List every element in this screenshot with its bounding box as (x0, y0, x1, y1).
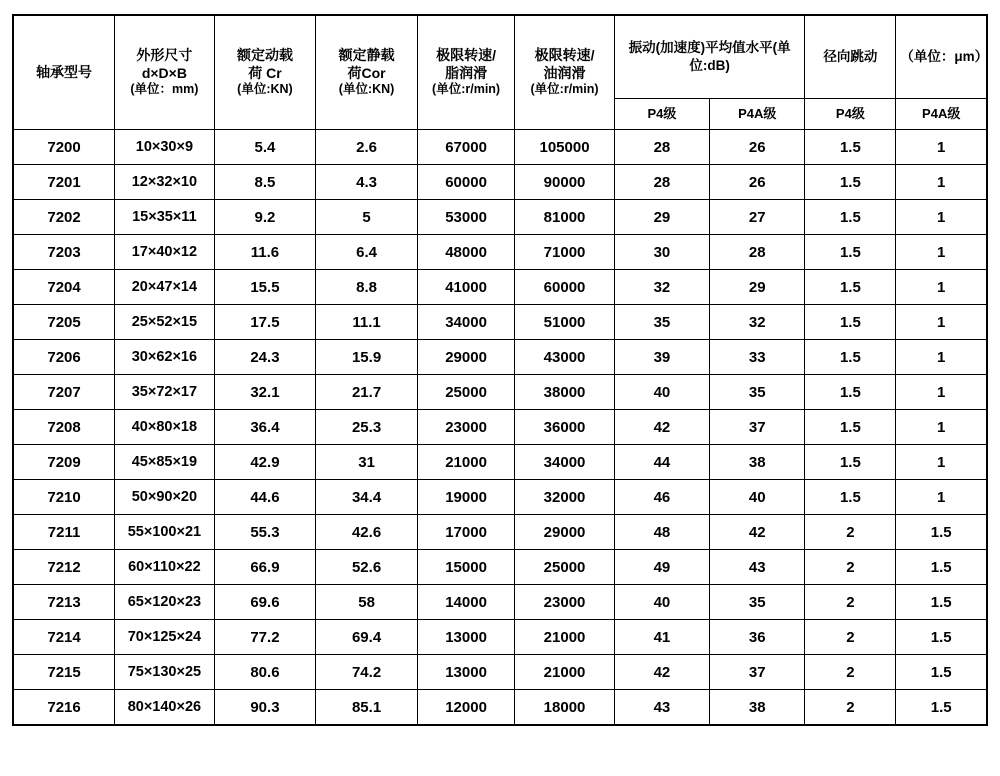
cell-static-load: 21.7 (316, 375, 418, 410)
cell-runout-p4: 2 (805, 585, 896, 620)
header-vibration-p4: P4级 (614, 99, 709, 130)
cell-speed-grease: 21000 (417, 445, 514, 480)
cell-dimensions: 50×90×20 (115, 480, 215, 515)
cell-vibration-p4: 28 (614, 130, 709, 165)
cell-dimensions: 80×140×26 (115, 690, 215, 726)
cell-speed-grease: 12000 (417, 690, 514, 726)
cell-runout-p4: 2 (805, 550, 896, 585)
cell-speed-oil: 29000 (515, 515, 615, 550)
cell-speed-grease: 13000 (417, 655, 514, 690)
cell-vibration-p4: 30 (614, 235, 709, 270)
cell-dimensions: 25×52×15 (115, 305, 215, 340)
cell-runout-p4a: 1.5 (896, 585, 987, 620)
header-runout-p4a: P4A级 (896, 99, 987, 130)
cell-vibration-p4: 42 (614, 655, 709, 690)
cell-dynamic-load: 44.6 (214, 480, 316, 515)
cell-dynamic-load: 8.5 (214, 165, 316, 200)
cell-runout-p4a: 1.5 (896, 550, 987, 585)
table-row (13, 375, 987, 410)
cell-model: 7205 (13, 305, 115, 340)
cell-dynamic-load: 24.3 (214, 340, 316, 375)
cell-dynamic-load: 77.2 (214, 620, 316, 655)
table-row (13, 235, 987, 270)
cell-model: 7208 (13, 410, 115, 445)
cell-speed-oil: 105000 (515, 130, 615, 165)
cell-static-load: 5 (316, 200, 418, 235)
cell-vibration-p4: 28 (614, 165, 709, 200)
cell-dimensions: 17×40×12 (115, 235, 215, 270)
cell-dynamic-load: 90.3 (214, 690, 316, 726)
cell-runout-p4: 1.5 (805, 270, 896, 305)
header-limit-speed-grease: 极限转速/ 脂润滑 (单位:r/min) (417, 15, 514, 130)
cell-vibration-p4a: 43 (710, 550, 805, 585)
cell-vibration-p4a: 29 (710, 270, 805, 305)
cell-vibration-p4: 32 (614, 270, 709, 305)
cell-runout-p4: 1.5 (805, 375, 896, 410)
cell-runout-p4: 2 (805, 690, 896, 726)
header-static-load: 额定静载 荷Cor (单位:KN) (316, 15, 418, 130)
cell-vibration-p4: 29 (614, 200, 709, 235)
cell-speed-oil: 60000 (515, 270, 615, 305)
table-row (13, 270, 987, 305)
cell-speed-grease: 14000 (417, 585, 514, 620)
cell-runout-p4a: 1 (896, 445, 987, 480)
cell-runout-p4: 1.5 (805, 305, 896, 340)
cell-vibration-p4a: 36 (710, 620, 805, 655)
cell-vibration-p4a: 38 (710, 690, 805, 726)
cell-dynamic-load: 80.6 (214, 655, 316, 690)
cell-static-load: 69.4 (316, 620, 418, 655)
cell-static-load: 15.9 (316, 340, 418, 375)
cell-speed-grease: 29000 (417, 340, 514, 375)
cell-runout-p4: 1.5 (805, 410, 896, 445)
cell-static-load: 34.4 (316, 480, 418, 515)
table-row (13, 445, 987, 480)
header-limit-speed-oil: 极限转速/ 油润滑 (单位:r/min) (515, 15, 615, 130)
header-model: 轴承型号 (13, 15, 115, 130)
cell-model: 7212 (13, 550, 115, 585)
table-row (13, 550, 987, 585)
cell-dimensions: 35×72×17 (115, 375, 215, 410)
cell-vibration-p4: 39 (614, 340, 709, 375)
cell-speed-oil: 51000 (515, 305, 615, 340)
cell-static-load: 2.6 (316, 130, 418, 165)
cell-static-load: 58 (316, 585, 418, 620)
cell-dynamic-load: 36.4 (214, 410, 316, 445)
cell-model: 7213 (13, 585, 115, 620)
cell-dimensions: 55×100×21 (115, 515, 215, 550)
cell-static-load: 85.1 (316, 690, 418, 726)
cell-model: 7215 (13, 655, 115, 690)
cell-static-load: 6.4 (316, 235, 418, 270)
table-row (13, 515, 987, 550)
cell-speed-grease: 25000 (417, 375, 514, 410)
cell-runout-p4a: 1 (896, 200, 987, 235)
cell-speed-grease: 15000 (417, 550, 514, 585)
table-header (13, 15, 987, 130)
cell-runout-p4a: 1 (896, 410, 987, 445)
cell-dimensions: 70×125×24 (115, 620, 215, 655)
cell-runout-p4a: 1.5 (896, 515, 987, 550)
cell-runout-p4a: 1 (896, 130, 987, 165)
cell-dimensions: 60×110×22 (115, 550, 215, 585)
cell-vibration-p4a: 26 (710, 165, 805, 200)
header-runout-unit: （单位：μm） (896, 15, 987, 99)
cell-model: 7207 (13, 375, 115, 410)
table-row (13, 655, 987, 690)
table-row (13, 410, 987, 445)
cell-dynamic-load: 42.9 (214, 445, 316, 480)
cell-vibration-p4: 40 (614, 585, 709, 620)
cell-static-load: 42.6 (316, 515, 418, 550)
cell-runout-p4: 2 (805, 620, 896, 655)
cell-dimensions: 20×47×14 (115, 270, 215, 305)
cell-dimensions: 12×32×10 (115, 165, 215, 200)
cell-speed-oil: 38000 (515, 375, 615, 410)
table-body (13, 130, 987, 726)
cell-model: 7210 (13, 480, 115, 515)
cell-dynamic-load: 66.9 (214, 550, 316, 585)
cell-speed-oil: 18000 (515, 690, 615, 726)
cell-speed-oil: 21000 (515, 620, 615, 655)
cell-speed-grease: 53000 (417, 200, 514, 235)
cell-vibration-p4a: 27 (710, 200, 805, 235)
cell-static-load: 31 (316, 445, 418, 480)
cell-speed-grease: 67000 (417, 130, 514, 165)
cell-model: 7200 (13, 130, 115, 165)
cell-speed-grease: 48000 (417, 235, 514, 270)
cell-runout-p4a: 1.5 (896, 690, 987, 726)
header-vibration-group: 振动(加速度)平均值水平(单 位:dB) (614, 15, 805, 99)
cell-runout-p4a: 1 (896, 270, 987, 305)
cell-speed-grease: 13000 (417, 620, 514, 655)
cell-runout-p4: 1.5 (805, 130, 896, 165)
cell-vibration-p4: 49 (614, 550, 709, 585)
cell-speed-oil: 23000 (515, 585, 615, 620)
cell-model: 7204 (13, 270, 115, 305)
cell-vibration-p4a: 37 (710, 410, 805, 445)
bearing-specification-table (12, 14, 988, 726)
cell-dimensions: 10×30×9 (115, 130, 215, 165)
cell-runout-p4: 2 (805, 515, 896, 550)
table-row (13, 130, 987, 165)
cell-vibration-p4: 42 (614, 410, 709, 445)
cell-runout-p4: 1.5 (805, 480, 896, 515)
cell-runout-p4a: 1.5 (896, 620, 987, 655)
table-row (13, 305, 987, 340)
header-runout-p4: P4级 (805, 99, 896, 130)
header-radial-runout: 径向跳动 (805, 15, 896, 99)
header-row-primary (13, 15, 987, 99)
cell-model: 7216 (13, 690, 115, 726)
cell-speed-oil: 21000 (515, 655, 615, 690)
cell-runout-p4a: 1 (896, 340, 987, 375)
cell-vibration-p4a: 33 (710, 340, 805, 375)
table-row (13, 690, 987, 726)
cell-vibration-p4: 43 (614, 690, 709, 726)
cell-dimensions: 75×130×25 (115, 655, 215, 690)
cell-speed-oil: 43000 (515, 340, 615, 375)
cell-runout-p4a: 1 (896, 305, 987, 340)
cell-model: 7206 (13, 340, 115, 375)
cell-dimensions: 40×80×18 (115, 410, 215, 445)
cell-vibration-p4: 40 (614, 375, 709, 410)
cell-dynamic-load: 9.2 (214, 200, 316, 235)
cell-static-load: 11.1 (316, 305, 418, 340)
cell-runout-p4a: 1.5 (896, 655, 987, 690)
cell-vibration-p4: 35 (614, 305, 709, 340)
cell-model: 7214 (13, 620, 115, 655)
cell-dimensions: 30×62×16 (115, 340, 215, 375)
cell-static-load: 4.3 (316, 165, 418, 200)
cell-model: 7209 (13, 445, 115, 480)
cell-dynamic-load: 69.6 (214, 585, 316, 620)
cell-dynamic-load: 11.6 (214, 235, 316, 270)
cell-dynamic-load: 55.3 (214, 515, 316, 550)
cell-runout-p4a: 1 (896, 235, 987, 270)
cell-model: 7201 (13, 165, 115, 200)
cell-speed-oil: 90000 (515, 165, 615, 200)
cell-vibration-p4: 44 (614, 445, 709, 480)
cell-static-load: 25.3 (316, 410, 418, 445)
cell-vibration-p4a: 26 (710, 130, 805, 165)
cell-runout-p4a: 1 (896, 375, 987, 410)
table-row (13, 200, 987, 235)
cell-vibration-p4a: 38 (710, 445, 805, 480)
cell-vibration-p4a: 40 (710, 480, 805, 515)
cell-speed-oil: 32000 (515, 480, 615, 515)
cell-runout-p4: 1.5 (805, 340, 896, 375)
header-vibration-p4a: P4A级 (710, 99, 805, 130)
cell-vibration-p4a: 35 (710, 375, 805, 410)
table-row (13, 340, 987, 375)
cell-dimensions: 15×35×11 (115, 200, 215, 235)
cell-static-load: 74.2 (316, 655, 418, 690)
cell-speed-grease: 23000 (417, 410, 514, 445)
cell-runout-p4: 1.5 (805, 445, 896, 480)
cell-speed-grease: 17000 (417, 515, 514, 550)
cell-runout-p4: 1.5 (805, 165, 896, 200)
cell-speed-oil: 81000 (515, 200, 615, 235)
cell-vibration-p4a: 28 (710, 235, 805, 270)
cell-speed-grease: 34000 (417, 305, 514, 340)
cell-vibration-p4: 41 (614, 620, 709, 655)
cell-dynamic-load: 15.5 (214, 270, 316, 305)
cell-runout-p4a: 1 (896, 165, 987, 200)
header-dimensions: 外形尺寸 d×D×B (单位：mm) (115, 15, 215, 130)
cell-speed-grease: 41000 (417, 270, 514, 305)
cell-vibration-p4a: 37 (710, 655, 805, 690)
cell-dynamic-load: 17.5 (214, 305, 316, 340)
cell-model: 7211 (13, 515, 115, 550)
cell-model: 7203 (13, 235, 115, 270)
cell-static-load: 8.8 (316, 270, 418, 305)
cell-dynamic-load: 5.4 (214, 130, 316, 165)
table-row (13, 620, 987, 655)
cell-vibration-p4: 48 (614, 515, 709, 550)
cell-speed-oil: 71000 (515, 235, 615, 270)
cell-speed-oil: 36000 (515, 410, 615, 445)
cell-dimensions: 65×120×23 (115, 585, 215, 620)
table-row (13, 165, 987, 200)
cell-speed-oil: 34000 (515, 445, 615, 480)
cell-static-load: 52.6 (316, 550, 418, 585)
cell-speed-grease: 19000 (417, 480, 514, 515)
table-row (13, 480, 987, 515)
cell-vibration-p4a: 32 (710, 305, 805, 340)
cell-runout-p4: 2 (805, 655, 896, 690)
cell-dynamic-load: 32.1 (214, 375, 316, 410)
cell-dimensions: 45×85×19 (115, 445, 215, 480)
cell-vibration-p4: 46 (614, 480, 709, 515)
cell-model: 7202 (13, 200, 115, 235)
cell-runout-p4: 1.5 (805, 200, 896, 235)
cell-speed-grease: 60000 (417, 165, 514, 200)
header-dynamic-load: 额定动载 荷 Cr (单位:KN) (214, 15, 316, 130)
table-row (13, 585, 987, 620)
cell-runout-p4: 1.5 (805, 235, 896, 270)
cell-vibration-p4a: 35 (710, 585, 805, 620)
cell-speed-oil: 25000 (515, 550, 615, 585)
cell-vibration-p4a: 42 (710, 515, 805, 550)
cell-runout-p4a: 1 (896, 480, 987, 515)
